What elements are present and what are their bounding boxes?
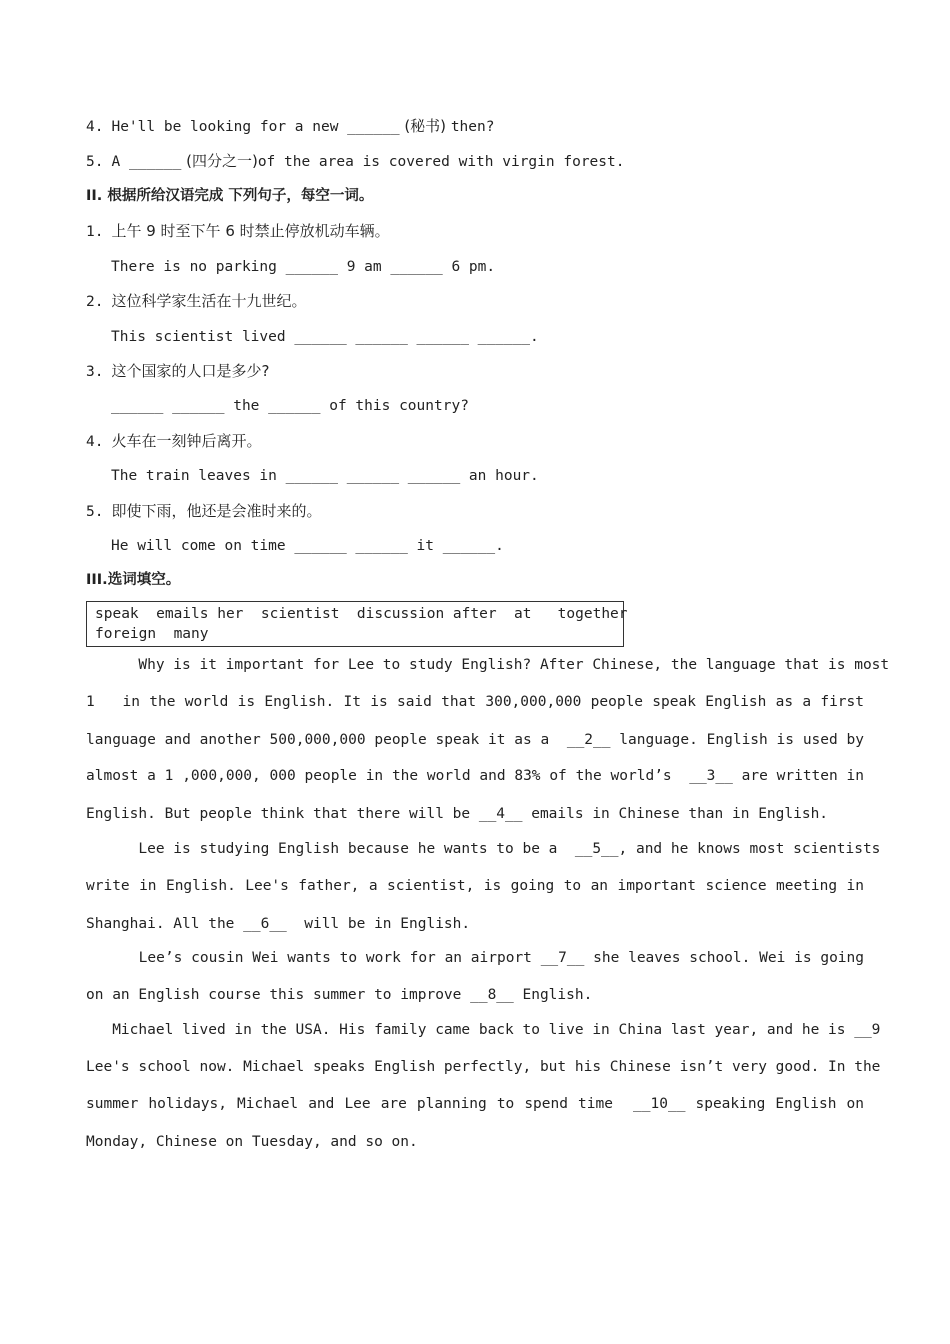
- section-2-heading: II. 根据所给汉语完成 下列句子，每空一词。: [86, 188, 374, 204]
- section-3-heading: III.选词填空。: [86, 572, 181, 588]
- chinese-sentence: 这个国家的人口是多少?: [111, 362, 270, 380]
- answer-blank: ______: [128, 154, 182, 170]
- part2-item-1-cn: [86, 221, 390, 242]
- item-number: 4.: [86, 119, 104, 135]
- item-number: 5.: [86, 154, 104, 170]
- passage-line: on an English course this summer to improve __8__ English.: [86, 987, 593, 1003]
- part1-item-5: [86, 151, 624, 172]
- part1-item-4: [86, 116, 494, 137]
- item-number: 2.: [86, 294, 104, 310]
- part2-item-2-en: This scientist lived ______ ______ ______ ______.: [111, 329, 539, 345]
- passage-line: Monday, Chinese on Tuesday, and so on.: [86, 1134, 418, 1150]
- word-bank-box: [86, 601, 628, 647]
- word-bank-line-2: foreign many: [95, 626, 209, 642]
- part2-item-5-cn: [86, 501, 321, 522]
- chinese-sentence: 这位科学家生活在十九世纪。: [111, 292, 307, 310]
- passage-line: Lee's school now. Michael speaks English perfectly, but his Chinese isn’t very good. In the: [86, 1059, 881, 1075]
- part2-item-2-cn: [86, 291, 306, 312]
- item-number: 3.: [86, 364, 104, 380]
- passage-line: Michael lived in the USA. His family came back to live in China last year, and he is __9: [86, 1022, 881, 1038]
- item-number: 1.: [86, 224, 104, 240]
- passage-line: Lee is studying English because he wants to be a __5__, and he knows most scientists: [86, 841, 881, 857]
- passage-line: 1 in the world is English. It is said that 300,000,000 people speak English as a first: [86, 694, 864, 710]
- passage-line: write in English. Lee's father, a scientist, is going to an important science meeting in: [86, 878, 864, 894]
- word-bank-line-1: speak emails her scientist discussion after at together: [95, 606, 628, 622]
- answer-blank: ______: [347, 119, 400, 135]
- passage-line: English. But people think that there will be __4__ emails in Chinese than in English.: [86, 806, 829, 822]
- part2-item-3-en: ______ ______ the ______ of this country?: [111, 398, 469, 414]
- sentence-start: He'll be looking for a new: [111, 119, 348, 135]
- passage-line: Shanghai. All the __6__ will be in English.: [86, 916, 471, 932]
- sentence-start: A: [111, 154, 129, 170]
- item-number: 5.: [86, 504, 104, 520]
- chinese-sentence: 上午 9 时至下午 6 时禁止停放机动车辆。: [111, 222, 390, 240]
- sentence-end: then?: [450, 119, 495, 135]
- item-number: 4.: [86, 434, 104, 450]
- part2-item-4-en: The train leaves in ______ ______ ______ an hour.: [111, 468, 539, 484]
- passage-line: summer holidays, Michael and Lee are planning to spend time __10__ speaking English on: [86, 1096, 864, 1112]
- passage-line: Why is it important for Lee to study English? After Chinese, the language that is most: [86, 657, 890, 673]
- chinese-sentence: 火车在一刻钟后离开。: [111, 432, 262, 450]
- sentence-end: of the area is covered with virgin forest.: [257, 154, 625, 170]
- passage-line: language and another 500,000,000 people speak it as a __2__ language. English is used by: [86, 732, 864, 748]
- chinese-hint: (秘书): [399, 117, 451, 135]
- chinese-hint: (四分之一): [181, 152, 258, 170]
- part2-item-5-en: He will come on time ______ ______ it ______.: [111, 538, 504, 554]
- part2-item-3-cn: [86, 361, 269, 382]
- passage-line: Lee’s cousin Wei wants to work for an airport __7__ she leaves school. Wei is going: [86, 950, 864, 966]
- part2-item-4-cn: [86, 431, 261, 452]
- chinese-sentence: 即使下雨，他还是会准时来的。: [111, 502, 322, 520]
- passage-line: almost a 1 ,000,000, 000 people in the world and 83% of the world’s __3__ are written in: [86, 768, 864, 784]
- part2-item-1-en: There is no parking ______ 9 am ______ 6 pm.: [111, 259, 496, 275]
